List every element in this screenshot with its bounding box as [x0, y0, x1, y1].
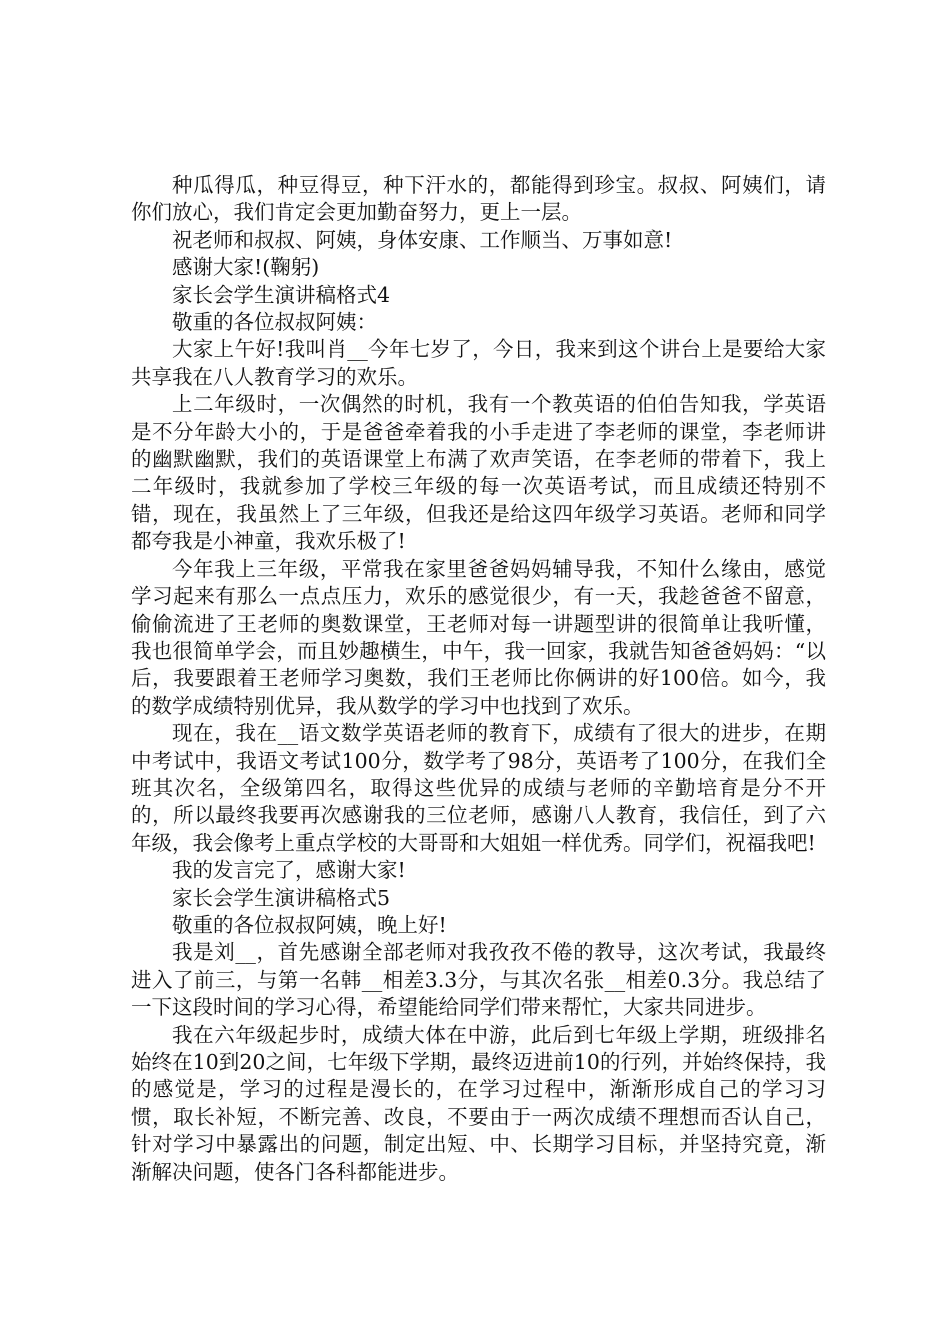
salutation-4: 敬重的各位叔叔阿姨：: [172, 310, 377, 335]
section-heading-5: 家长会学生演讲稿格式5: [172, 885, 391, 910]
paragraph-blessing: 祝老师和叔叔、阿姨，身体安康、工作顺当、万事如意!: [172, 227, 673, 252]
paragraph-closing-metaphor: 种瓜得瓜，种豆得豆，种下汗水的，都能得到珍宝。叔叔、阿姨们，请你们放心，我们肯定会更加勤奋努力，更上一层。: [131, 173, 826, 225]
paragraph-intro-4: 大家上午好!我叫肖__今年七岁了，今日，我来到这个讲台上是要给大家共享我在八人教育学习的欢乐。: [131, 337, 826, 389]
paragraph-study-progress: 我在六年级起步时，成绩大体在中游，此后到七年级上学期，班级排名始终在10到20之间，七年级下学期，最终迈进前10的行列，并始终保持，我的感觉是，学习的过程是漫长的，在学习过程中，渐渐形成自己的学习习惯，取长补短，不断完善、改良，不要由于一两次成绩不理想而否认自己，针对学习中暴露出的问题，制定出短、中、长期学习目标，并坚持究竟，渐渐解决问题，使各门各科都能进步。: [131, 1022, 826, 1184]
paragraph-end-4: 我的发言完了，感谢大家!: [172, 858, 406, 883]
paragraph-results: 现在，我在__语文数学英语老师的教育下，成绩有了很大的进步，在期中考试中，我语文考试100分，数学考了98分，英语考了100分，在我们全班其次名，全级第四名，取得这些优异的成绩与老师的辛勤培育是分不开的，所以最终我要再次感谢我的三位老师，感谢八人教育，我信任，到了六年级，我会像考上重点学校的大哥哥和大姐姐一样优秀。同学们，祝福我吧!: [131, 721, 826, 855]
paragraph-thanks: 感谢大家!(鞠躬): [172, 255, 320, 280]
document-body: [131, 172, 826, 1186]
salutation-5: 敬重的各位叔叔阿姨，晚上好!: [172, 912, 447, 937]
section-heading-4: 家长会学生演讲稿格式4: [172, 282, 391, 307]
paragraph-intro-5: 我是刘__，首先感谢全部老师对我孜孜不倦的教导，这次考试，我最终进入了前三，与第一名韩__相差3.3分，与其次名张__相差0.3分。我总结了一下这段时间的学习心得，希望能给同学们带来帮忙，大家共同进步。: [131, 940, 826, 1020]
paragraph-english-study: 上二年级时，一次偶然的时机，我有一个教英语的伯伯告知我，学英语是不分年龄大小的，于是爸爸牵着我的小手走进了李老师的课堂，李老师讲的幽默幽默，我们的英语课堂上布满了欢声笑语，在李老师的带着下，我上二年级时，我就参加了学校三年级的每一次英语考试，而且成绩还特别不错，现在，我虽然上了三年级，但我还是给这四年级学习英语。老师和同学都夸我是小神童，我欢乐极了!: [131, 392, 826, 554]
paragraph-math-study: 今年我上三年级，平常我在家里爸爸妈妈辅导我，不知什么缘由，感觉学习起来有那么一点点压力，欢乐的感觉很少，有一天，我趁爸爸不留意，偷偷流进了王老师的奥数课堂，王老师对每一讲题型讲的很简单让我听懂，我也很简单学会，而且妙趣横生，中午，我一回家，我就告知爸爸妈妈：“以后，我要跟着王老师学习奥数，我们王老师比你俩讲的好100倍。如今，我的数学成绩特别优异，我从数学的学习中也找到了欢乐。: [131, 556, 826, 718]
